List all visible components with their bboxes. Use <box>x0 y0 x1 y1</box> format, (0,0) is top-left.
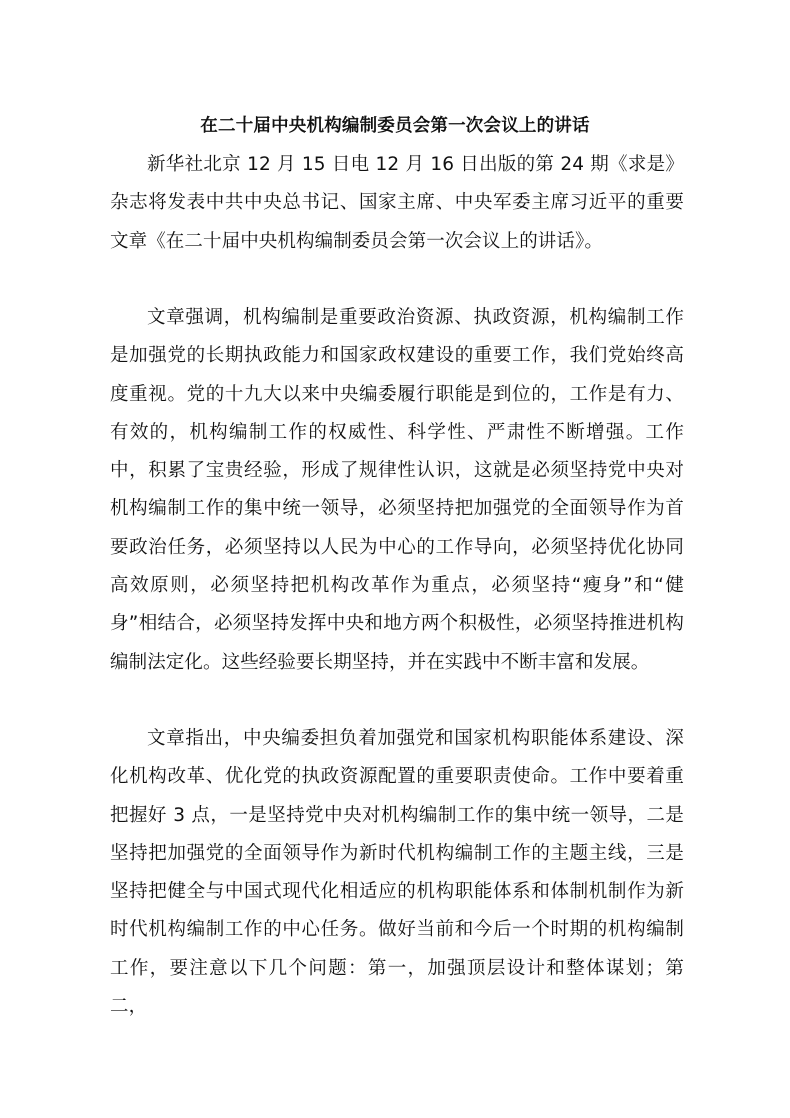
article-title: 在二十届中央机构编制委员会第一次会议上的讲话 <box>200 116 590 136</box>
paragraph-intro: 新华社北京 12 月 15 日电 12 月 16 日出版的第 24 期《求是》杂志将发表中共中央总书记、国家主席、中央军委主席习近平的重要文章《在二十届中央机构编制委员会第一次会议上的讲话》。 <box>110 154 684 252</box>
paragraph-points: 文章指出，中央编委担负着加强党和国家机构职能体系建设、深化机构改革、优化党的执政资源配置的重要职责使命。工作中要着重把握好 3 点，一是坚持党中央对机构编制工作的集中统一领导，二是坚持把加强党的全面领导作为新时代机构编制工作的主题主线，三是坚持把健全与中国式现代化相适应的机构职能体系和体制机制作为新时代机构编制工作的中心任务。做好当前和今后一个时期的机构编制工作，要注意以下几个问题：第一，加强顶层设计和整体谋划；第二， <box>110 728 684 1018</box>
paragraph-emphasis: 文章强调，机构编制是重要政治资源、执政资源，机构编制工作是加强党的长期执政能力和国家政权建设的重要工作，我们党始终高度重视。党的十九大以来中央编委履行职能是到位的，工作是有力、有效的，机构编制工作的权威性、科学性、严肃性不断增强。工作中，积累了宝贵经验，形成了规律性认识，这就是必须坚持党中央对机构编制工作的集中统一领导，必须坚持把加强党的全面领导作为首要政治任务，必须坚持以人民为中心的工作导向，必须坚持优化协同高效原则，必须坚持把机构改革作为重点，必须坚持“瘦身”和“健身”相结合，必须坚持发挥中央和地方两个积极性，必须坚持推进机构编制法定化。这些经验要长期坚持，并在实践中不断丰富和发展。 <box>110 307 684 673</box>
